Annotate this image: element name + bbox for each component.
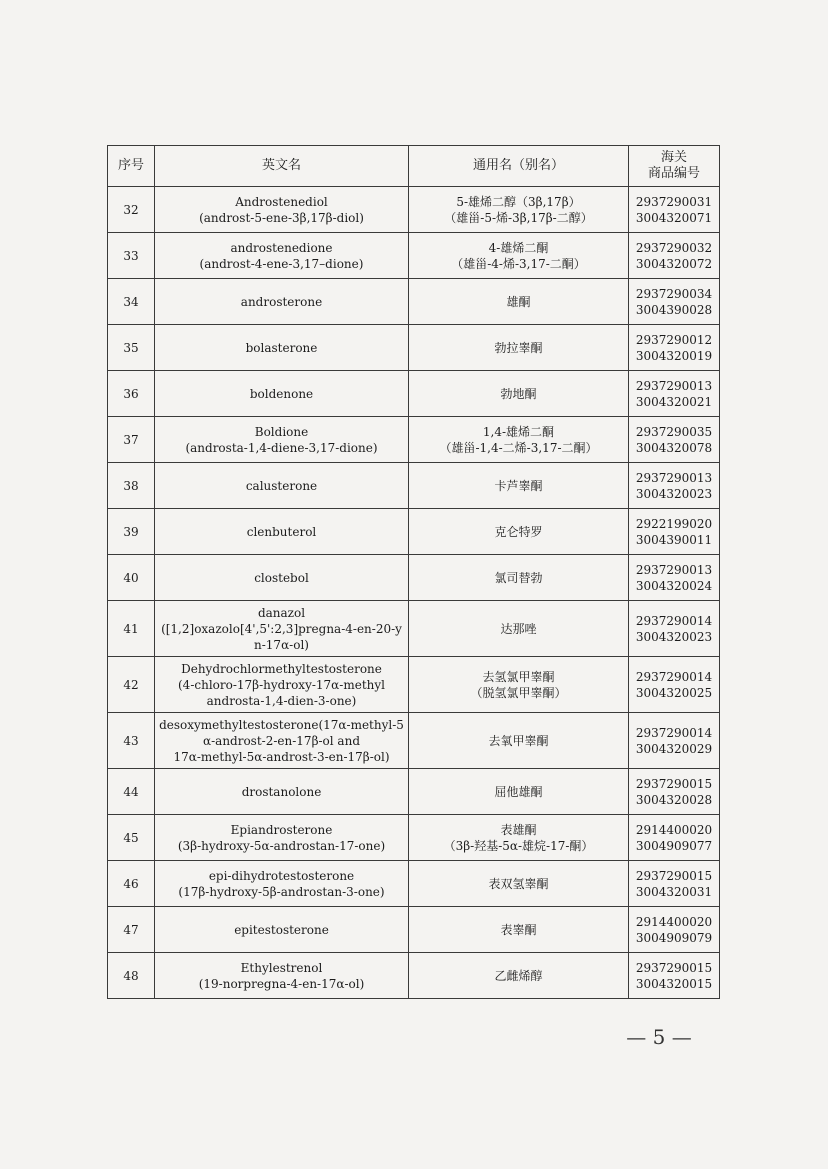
customs-code-cell <box>629 371 720 417</box>
serial-number-cell: 34 <box>108 279 155 325</box>
serial-number-cell: 35 <box>108 325 155 371</box>
english-name-line: epi-dihydrotestosterone <box>208 868 355 883</box>
customs-code-line: 2937290015 <box>635 868 713 883</box>
customs-code-cell <box>629 601 720 657</box>
english-name-line: bolasterone <box>245 340 318 355</box>
english-name-cell <box>155 371 409 417</box>
customs-code-line: 3004320024 <box>635 578 713 593</box>
serial-number-cell: 32 <box>108 187 155 233</box>
english-name-cell <box>155 509 409 555</box>
common-name-cell <box>409 713 629 769</box>
header-customs-code <box>629 146 720 187</box>
common-name-line: 雄酮 <box>506 294 531 309</box>
common-name-cell <box>409 907 629 953</box>
common-name-line: 乙雌烯醇 <box>494 968 543 983</box>
common-name-line: 4-雄烯二酮 <box>488 240 549 255</box>
serial-number-cell: 48 <box>108 953 155 999</box>
customs-code-line: 3004320025 <box>635 685 713 700</box>
common-name-cell <box>409 815 629 861</box>
table-row <box>108 463 720 509</box>
customs-code-cell <box>629 555 720 601</box>
table-row <box>108 325 720 371</box>
customs-code-line: 2937290014 <box>635 669 713 684</box>
customs-code-line: 3004320031 <box>635 884 713 899</box>
common-name-cell <box>409 417 629 463</box>
english-name-line: Boldione <box>254 424 309 439</box>
customs-code-cell <box>629 861 720 907</box>
common-name-cell <box>409 861 629 907</box>
page-number: — 5 — <box>626 1025 692 1049</box>
customs-code-line: 3004909077 <box>635 838 713 853</box>
english-name-line: drostanolone <box>241 784 322 799</box>
english-name-cell <box>155 769 409 815</box>
customs-code-line: 2937290031 <box>635 194 713 209</box>
common-name-line: 达那唑 <box>500 621 537 636</box>
table-row <box>108 657 720 713</box>
english-name-line: Androstenediol <box>235 194 328 209</box>
customs-code-line: 2937290032 <box>635 240 713 255</box>
substance-table <box>107 145 720 999</box>
serial-number-cell: 36 <box>108 371 155 417</box>
customs-code-cell <box>629 769 720 815</box>
table-row <box>108 555 720 601</box>
customs-code-line: 2937290015 <box>635 960 713 975</box>
customs-code-line: 2922199020 <box>635 516 713 531</box>
customs-code-line: 3004320029 <box>635 741 713 756</box>
common-name-line: （脱氢氯甲睾酮） <box>470 685 567 700</box>
common-name-line: 氯司替勃 <box>494 570 543 585</box>
common-name-line: 表雄酮 <box>500 822 537 837</box>
header-customs-line1: 海关 <box>660 150 687 165</box>
customs-code-cell <box>629 509 720 555</box>
common-name-line: 去氧甲睾酮 <box>488 733 549 748</box>
english-name-line: clostebol <box>254 570 309 585</box>
common-name-line: （雄甾-1,4-二烯-3,17-二酮） <box>439 440 598 455</box>
serial-number-cell: 41 <box>108 601 155 657</box>
serial-number-cell: 38 <box>108 463 155 509</box>
english-name-cell <box>155 601 409 657</box>
serial-number-cell: 46 <box>108 861 155 907</box>
serial-number-cell: 37 <box>108 417 155 463</box>
english-name-line: (19-norpregna-4-en-17α-ol) <box>198 976 365 991</box>
table-row <box>108 233 720 279</box>
english-name-line: α-androst-2-en-17β-ol and <box>203 733 360 748</box>
serial-number-cell: 42 <box>108 657 155 713</box>
english-name-line: (androst-4-ene-3,17–dione) <box>199 256 364 271</box>
customs-code-line: 2937290012 <box>635 332 713 347</box>
english-name-line: (androst-5-ene-3β,17β-diol) <box>199 210 364 225</box>
english-name-cell <box>155 953 409 999</box>
common-name-cell <box>409 279 629 325</box>
english-name-line: androsterone <box>240 294 323 309</box>
customs-code-line: 3004320019 <box>635 348 713 363</box>
customs-code-cell <box>629 657 720 713</box>
header-customs-line2: 商品编号 <box>647 166 700 181</box>
common-name-line: 去氢氯甲睾酮 <box>482 669 555 684</box>
english-name-cell <box>155 325 409 371</box>
common-name-line: 表睾酮 <box>500 922 537 937</box>
header-common-name: 通用名（别名） <box>409 146 629 187</box>
customs-code-cell <box>629 417 720 463</box>
customs-code-line: 2914400020 <box>635 914 713 929</box>
english-name-line: Epiandrosterone <box>230 822 333 837</box>
table-row <box>108 509 720 555</box>
customs-code-line: 3004320071 <box>635 210 713 225</box>
customs-code-line: 3004320015 <box>635 976 713 991</box>
english-name-line: ([1,2]oxazolo[4',5':2,3]pregna-4-en-20-y <box>161 621 402 636</box>
customs-code-line: 2914400020 <box>635 822 713 837</box>
customs-code-line: 3004320078 <box>635 440 713 455</box>
english-name-line: desoxymethyltestosterone(17α-methyl-5 <box>159 717 404 732</box>
customs-code-line: 2937290034 <box>635 286 713 301</box>
common-name-line: （3β-羟基-5α-雄烷-17-酮） <box>443 838 594 853</box>
customs-code-line: 3004390028 <box>635 302 713 317</box>
customs-code-line: 2937290015 <box>635 776 713 791</box>
common-name-line: 勃地酮 <box>500 386 537 401</box>
customs-code-cell <box>629 953 720 999</box>
english-name-line: danazol <box>257 605 306 620</box>
common-name-cell <box>409 325 629 371</box>
english-name-cell <box>155 279 409 325</box>
english-name-cell <box>155 417 409 463</box>
table-row <box>108 861 720 907</box>
english-name-line: androsta-1,4-dien-3-one) <box>206 693 357 708</box>
customs-code-line: 3004390011 <box>635 532 713 547</box>
english-name-line: Dehydrochlormethyltestosterone <box>181 661 382 676</box>
customs-code-line: 3004909079 <box>635 930 713 945</box>
table-row <box>108 907 720 953</box>
customs-code-cell <box>629 233 720 279</box>
common-name-line: （雄甾-4-烯-3,17-二酮） <box>451 256 586 271</box>
english-name-cell <box>155 555 409 601</box>
customs-code-line: 2937290013 <box>635 470 713 485</box>
customs-code-cell <box>629 279 720 325</box>
common-name-cell <box>409 953 629 999</box>
customs-code-line: 3004320021 <box>635 394 713 409</box>
table-row <box>108 417 720 463</box>
customs-code-line: 3004320028 <box>635 792 713 807</box>
english-name-line: (3β-hydroxy-5α-androstan-17-one) <box>177 838 386 853</box>
customs-code-line: 2937290014 <box>635 613 713 628</box>
header-english-name: 英文名 <box>155 146 409 187</box>
serial-number-cell: 47 <box>108 907 155 953</box>
serial-number-cell: 44 <box>108 769 155 815</box>
customs-code-line: 2937290035 <box>635 424 713 439</box>
common-name-line: 卡芦睾酮 <box>494 478 543 493</box>
serial-number-cell: 43 <box>108 713 155 769</box>
english-name-cell <box>155 463 409 509</box>
english-name-line: calusterone <box>245 478 318 493</box>
common-name-cell <box>409 233 629 279</box>
english-name-cell <box>155 907 409 953</box>
english-name-cell <box>155 187 409 233</box>
common-name-line: 1,4-雄烯二酮 <box>482 424 555 439</box>
common-name-line: （雄甾-5-烯-3β,17β-二醇） <box>444 210 593 225</box>
serial-number-cell: 40 <box>108 555 155 601</box>
english-name-line: 17α-methyl-5α-androst-3-en-17β-ol) <box>173 749 390 764</box>
common-name-line: 表双氢睾酮 <box>488 876 549 891</box>
header-serial-number: 序号 <box>108 146 155 187</box>
customs-code-line: 3004320023 <box>635 629 713 644</box>
english-name-line: epitestosterone <box>234 922 329 937</box>
english-name-cell <box>155 815 409 861</box>
table-row <box>108 815 720 861</box>
english-name-cell <box>155 713 409 769</box>
common-name-line: 5-雄烯二醇（3β,17β） <box>456 194 581 209</box>
customs-code-line: 2937290013 <box>635 562 713 577</box>
customs-code-line: 3004320023 <box>635 486 713 501</box>
english-name-cell <box>155 861 409 907</box>
table-row <box>108 187 720 233</box>
common-name-line: 克仑特罗 <box>494 524 543 539</box>
serial-number-cell: 39 <box>108 509 155 555</box>
customs-code-cell <box>629 907 720 953</box>
customs-code-cell <box>629 325 720 371</box>
common-name-cell <box>409 555 629 601</box>
english-name-cell <box>155 657 409 713</box>
common-name-cell <box>409 769 629 815</box>
customs-code-line: 2937290013 <box>635 378 713 393</box>
common-name-cell <box>409 371 629 417</box>
table-row <box>108 769 720 815</box>
common-name-cell <box>409 601 629 657</box>
table-body <box>108 187 720 999</box>
customs-code-cell <box>629 815 720 861</box>
common-name-cell <box>409 657 629 713</box>
common-name-cell <box>409 509 629 555</box>
table-row <box>108 601 720 657</box>
table-row <box>108 953 720 999</box>
customs-code-line: 3004320072 <box>635 256 713 271</box>
table-row <box>108 371 720 417</box>
customs-code-cell <box>629 713 720 769</box>
english-name-line: Ethylestrenol <box>240 960 323 975</box>
customs-code-line: 2937290014 <box>635 725 713 740</box>
customs-code-cell <box>629 463 720 509</box>
english-name-line: androstenedione <box>230 240 333 255</box>
english-name-line: (androsta-1,4-diene-3,17-dione) <box>185 440 378 455</box>
common-name-cell <box>409 463 629 509</box>
customs-code-cell <box>629 187 720 233</box>
common-name-line: 勃拉睾酮 <box>494 340 543 355</box>
english-name-cell <box>155 233 409 279</box>
english-name-line: (17β-hydroxy-5β-androstan-3-one) <box>178 884 385 899</box>
english-name-line: (4-chloro-17β-hydroxy-17α-methyl <box>178 677 385 692</box>
english-name-line: boldenone <box>249 386 314 401</box>
english-name-line: clenbuterol <box>246 524 317 539</box>
common-name-line: 屈他雄酮 <box>494 784 543 799</box>
table-row <box>108 279 720 325</box>
english-name-line: n-17α-ol) <box>254 637 309 652</box>
table-header <box>108 146 720 187</box>
serial-number-cell: 33 <box>108 233 155 279</box>
common-name-cell <box>409 187 629 233</box>
serial-number-cell: 45 <box>108 815 155 861</box>
table-row <box>108 713 720 769</box>
